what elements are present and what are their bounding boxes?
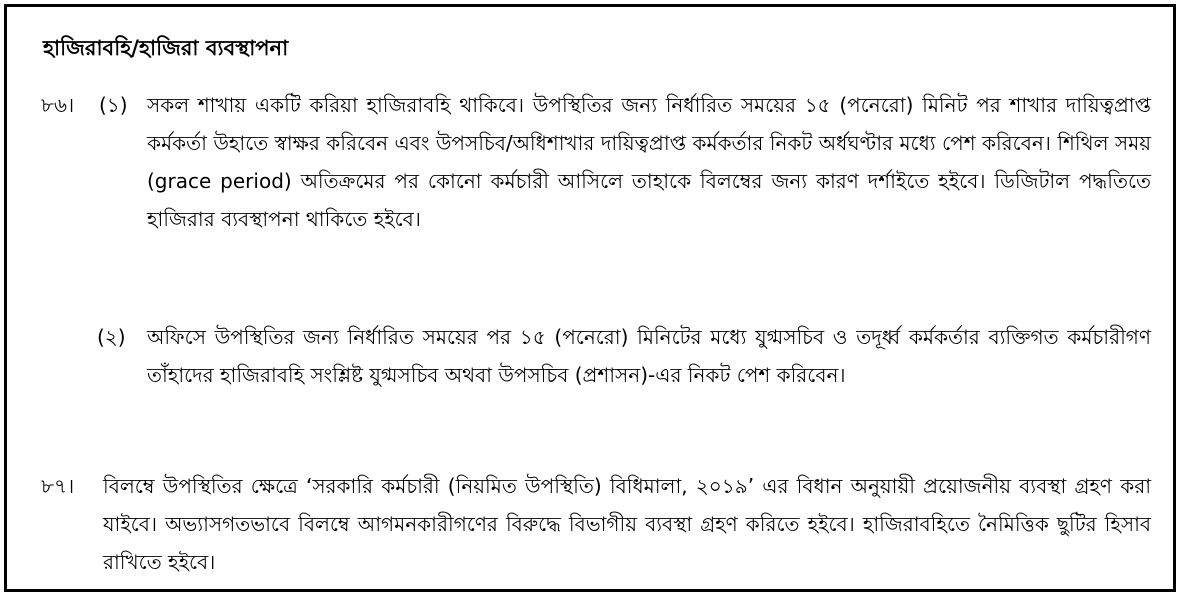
clause-text-86-2: অফিসে উপস্থিতির জন্য নির্ধারিত সময়ের পর ১৫ (পনেরো) মিনিটের মধ্যে যুগ্মসচিব ও তদূর্ধ্ব কর্মকর্তার ব্যক্তিগত কর্মচারীগণ তাঁহাদের হাজিরাবহি সংশ্লিষ্ট যুগ্মসচিব অথবা উপসচিব (প্রশাসন)-এর নিকট পেশ করিবেন। — [147, 325, 1151, 387]
clause-text-86-1: সকল শাখায় একটি করিয়া হাজিরাবহি থাকিবে। উপস্থিতির জন্য নির্ধারিত সময়ের ১৫ (পনেরো) মিনিট পর শাখার দায়িত্বপ্রাপ্ত কর্মকর্তা উহাতে স্বাক্ষর করিবেন এবং উপসচিব/অধিশাখার দায়িত্বপ্রাপ্ত কর্মকর্তার নিকট অর্ধঘণ্টার মধ্যে পেশ করিবেন। শিথিল সময় (grace period) অতিক্রমের পর কোনো কর্মচারী আসিলে তাহাকে বিলম্বের জন্য কারণ দর্শাইতে হইবে। ডিজিটাল পদ্ধতিতে হাজিরার ব্যবস্থাপনা থাকিতে হইবে। — [147, 93, 1151, 231]
section-heading: হাজিরাবহি/হাজিরা ব্যবস্থাপনা — [43, 36, 289, 60]
clause-label-2: (২) — [97, 325, 126, 349]
section-number-87: ৮৭। — [41, 474, 75, 498]
document-frame — [4, 4, 1176, 592]
clause-label-1: (১) — [99, 93, 128, 117]
section-number-86: ৮৬। — [41, 93, 75, 117]
section-text-87: বিলম্বে উপস্থিতির ক্ষেত্রে ‘সরকারি কর্মচারী (নিয়মিত উপস্থিতি) বিধিমালা, ২০১৯’ এর বিধান অনুয়ায়ী প্রয়োজনীয় ব্যবস্থা গ্রহণ করা যাইবে। অভ্যাসগতভাবে বিলম্বে আগমনকারীগণের বিরুদ্ধে বিভাগীয় ব্যবস্থা গ্রহণ করিতে হইবে। হাজিরাবহিতে নৈমিত্তিক ছুটির হিসাব রাখিতে হইবে। — [103, 474, 1151, 574]
